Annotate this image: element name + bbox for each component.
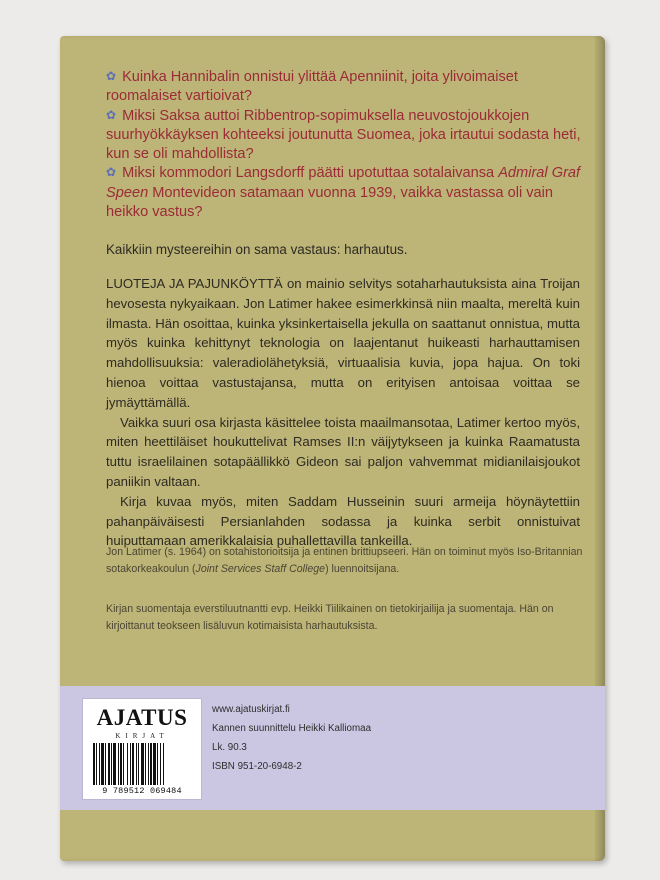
blurb-paragraph: LUOTEJA JA PAJUNKÖYTTÄ on mainio selvitys sotaharhautuksista aina Troijan hevosesta nykyaikaan. Jon Latimer hakee esimerkkinsä niin maalta, mereltä kuin ilmasta. Hän osoittaa, kuinka yksinkertaisella jekulla on saattanut onnistua, mutta myös kuinka kehittynyt teknologia on laajentanut huikeasti harhauttamisen mahdollisuuksia: valeradiolähetyksiä, virtuaalisia kuvia, jopa hajua. On toki hienoa voittaa vastustajansa, mutta on erityisen antoisaa voittaa se jymäyttämällä. — [106, 276, 580, 410]
flower-bullet-icon: ✿ — [106, 165, 117, 180]
author-bio — [106, 544, 586, 578]
publisher-logo: AJATUS — [96, 705, 188, 730]
blurb-body — [106, 274, 580, 551]
library-class: Lk. 90.3 — [212, 742, 247, 753]
barcode-box — [82, 698, 202, 800]
ship-name: Admiral Graf Speen — [106, 165, 581, 201]
barcode-digits: 9 789512 069484 — [102, 786, 182, 796]
college-name: Joint Services Staff College — [195, 563, 326, 575]
question-list — [106, 68, 586, 222]
author-bio-text: ) luennoitsijana. — [325, 563, 400, 575]
question-text: Miksi kommodori Langsdorff päätti upotuttaa sotalaivansa — [122, 165, 499, 182]
website-link[interactable]: www.ajatuskirjat.fi — [212, 704, 290, 715]
question-text: Miksi Saksa auttoi Ribbentrop-sopimuksella neuvostojoukkojen suurhyökkäyksen kohteeksi joutunutta Suomea, joka irtautui sodasta heti, kun se oli mahdollista? — [106, 107, 581, 163]
question-text: Montevideon satamaan vuonna 1939, vaikka vastassa oli vain heikko vastus? — [106, 184, 554, 221]
publisher-logo-sub: KIRJAT — [115, 732, 169, 740]
isbn: ISBN 951-20-6948-2 — [212, 761, 302, 772]
blurb-paragraph: Kirja kuvaa myös, miten Saddam Husseinin suuri armeija höynäytettiin pahanpäiväisesti Persianlahden sodassa ja kuinka serbit onnistuivat huiputtamaan amerikkalaisia puhallettavilla tankeilla. — [106, 493, 580, 549]
question-item — [106, 107, 586, 165]
cover-designer: Kannen suunnittelu Heikki Kalliomaa — [212, 723, 372, 734]
publisher-label-panel — [60, 686, 605, 810]
publication-info — [212, 700, 592, 776]
question-text: Kuinka Hannibalin onnistui ylittää Apenniinit, joita ylivoimaiset roomalaiset vartioivat? — [106, 69, 518, 105]
question-item — [106, 164, 586, 222]
translator-bio: Kirjan suomentaja everstiluutnantti evp. Heikki Tiilikainen on tietokirjailija ja suomentaja. Hän on kirjoittanut teokseen lisäluvun kotimaisista harhautuksista. — [106, 603, 554, 632]
author-bio-text: Jon Latimer (s. 1964) on sotahistorioitsija ja entinen brittiupseeri. Hän on toiminut myös Iso-Britannian sotakorkeakoulun ( — [106, 546, 583, 575]
flower-bullet-icon: ✿ — [106, 107, 117, 122]
book-back-cover — [60, 36, 605, 861]
flower-bullet-icon: ✿ — [106, 69, 117, 83]
question-item — [106, 68, 586, 107]
blurb-paragraph: Vaikka suuri osa kirjasta käsittelee toista maailmansotaa, Latimer kertoo myös, miten heettiläiset houkuttelivat Ramses II:n väijytykseen ja kuinka Raamatusta tuttu israelilainen sotapäällikkö Gideon sai paljon vahvemmat midianilaisjoukot paniikin valtaan. — [106, 414, 580, 489]
lead-sentence: Kaikkiin mysteereihin on sama vastaus: harhautus. — [106, 242, 408, 257]
barcode-icon — [93, 743, 191, 785]
